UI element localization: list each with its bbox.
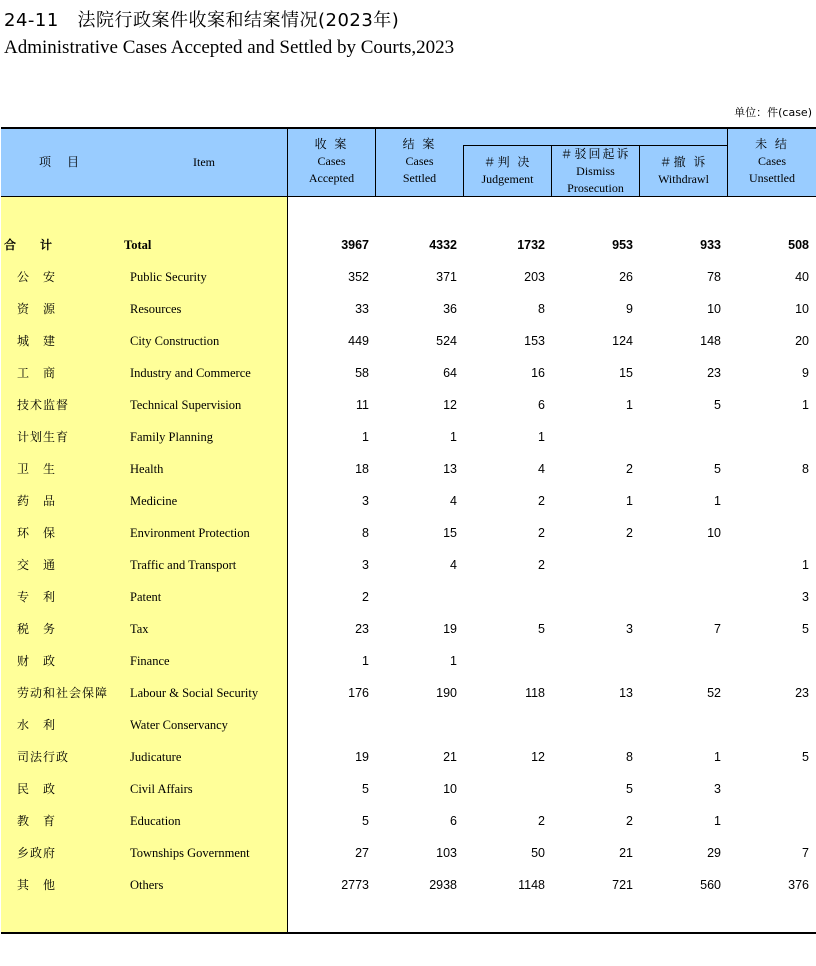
- cell-judgement: 1148: [518, 878, 545, 892]
- cell-unsettled: 1: [802, 398, 809, 412]
- row-label-en: Labour & Social Security: [130, 686, 259, 700]
- cell-judgement: 16: [531, 366, 545, 380]
- cell-accepted: 5: [362, 782, 369, 796]
- cell-settled: 1: [450, 430, 457, 444]
- cell-dismiss: 8: [626, 750, 633, 764]
- cell-settled: 19: [443, 622, 457, 636]
- row-label-en: Environment Protection: [130, 526, 250, 540]
- cell-accepted: 176: [348, 686, 369, 700]
- cell-unsettled: 8: [802, 462, 809, 476]
- header-cases-settled: 结 案 Cases Settled: [402, 137, 437, 185]
- cell-withdrawl: 148: [700, 334, 721, 348]
- table-row: [0, 619, 816, 639]
- cell-accepted: 3967: [341, 238, 369, 252]
- row-label-en: Townships Government: [130, 846, 250, 860]
- header-item-en: Item: [193, 155, 215, 169]
- cell-unsettled: 7: [802, 846, 809, 860]
- table-row: [0, 555, 816, 575]
- table-row: [0, 651, 816, 671]
- cell-unsettled: 376: [788, 878, 809, 892]
- cell-unsettled: 3: [802, 590, 809, 604]
- cell-unsettled: 40: [795, 270, 809, 284]
- table-row: [0, 427, 816, 447]
- cell-judgement: 50: [531, 846, 545, 860]
- cell-accepted: 3: [362, 494, 369, 508]
- header-withdrawl: ＃撤 诉 Withdrawl: [658, 155, 709, 186]
- row-label-en: Education: [130, 814, 181, 828]
- cell-accepted: 18: [355, 462, 369, 476]
- cell-dismiss: 15: [619, 366, 633, 380]
- cell-settled: 4: [450, 558, 457, 572]
- cell-accepted: 58: [355, 366, 369, 380]
- row-label-cn: 司法行政: [17, 750, 70, 764]
- row-label-cn: 专 利: [17, 590, 57, 604]
- row-label-cn: 计划生育: [17, 430, 70, 444]
- cell-settled: 15: [443, 526, 457, 540]
- cell-settled: 4332: [429, 238, 457, 252]
- cell-withdrawl: 5: [714, 398, 721, 412]
- cell-accepted: 19: [355, 750, 369, 764]
- row-label-cn: 交 通: [17, 558, 57, 572]
- table-row: [0, 267, 816, 287]
- cell-judgement: 2: [538, 558, 545, 572]
- cell-accepted: 23: [355, 622, 369, 636]
- row-label-cn: 劳动和社会保障: [17, 686, 109, 700]
- cell-dismiss: 5: [626, 782, 633, 796]
- header-dismiss-prosecution: ＃驳回起诉 Dismiss Prosecution: [560, 147, 631, 195]
- cell-settled: 36: [443, 302, 457, 316]
- row-label-cn: 环 保: [17, 526, 57, 540]
- cell-unsettled: 20: [795, 334, 809, 348]
- row-label-cn: 其 他: [17, 878, 57, 892]
- cell-dismiss: 124: [612, 334, 633, 348]
- row-label-en: Tax: [130, 622, 149, 636]
- table-row: [0, 683, 816, 703]
- table-row: [0, 299, 816, 319]
- table-row: [0, 875, 816, 895]
- cell-withdrawl: 10: [707, 526, 721, 540]
- cell-dismiss: 9: [626, 302, 633, 316]
- cell-accepted: 1: [362, 430, 369, 444]
- cell-dismiss: 13: [619, 686, 633, 700]
- row-label-cn: 财 政: [17, 654, 57, 668]
- header-cases-accepted: 收 案 Cases Accepted: [308, 137, 355, 185]
- cell-unsettled: 5: [802, 622, 809, 636]
- row-label-en: Finance: [130, 654, 170, 668]
- cell-dismiss: 721: [612, 878, 633, 892]
- cell-withdrawl: 560: [700, 878, 721, 892]
- cell-judgement: 12: [531, 750, 545, 764]
- cell-dismiss: 2: [626, 814, 633, 828]
- cell-accepted: 33: [355, 302, 369, 316]
- cell-dismiss: 3: [626, 622, 633, 636]
- table-row: [0, 811, 816, 831]
- row-label-cn: 税 务: [17, 622, 57, 636]
- cell-withdrawl: 1: [714, 494, 721, 508]
- row-label-en: Industry and Commerce: [130, 366, 251, 380]
- cell-unsettled: 10: [795, 302, 809, 316]
- cell-accepted: 352: [348, 270, 369, 284]
- cell-judgement: 1732: [517, 238, 545, 252]
- table-row: [0, 747, 816, 767]
- cell-settled: 1: [450, 654, 457, 668]
- cell-dismiss: 2: [626, 526, 633, 540]
- row-label-en: Patent: [130, 590, 162, 604]
- row-label-en: Medicine: [130, 494, 178, 508]
- cell-accepted: 3: [362, 558, 369, 572]
- row-label-cn: 技术监督: [17, 398, 70, 412]
- cell-withdrawl: 52: [707, 686, 721, 700]
- row-label-cn: 卫 生: [17, 462, 57, 476]
- cell-dismiss: 953: [612, 238, 633, 252]
- table-row: [0, 363, 816, 383]
- cell-dismiss: 2: [626, 462, 633, 476]
- cell-settled: 64: [443, 366, 457, 380]
- row-label-en: Health: [130, 462, 164, 476]
- table-row: [0, 715, 816, 735]
- cell-unsettled: 508: [788, 238, 809, 252]
- row-label-en: Public Security: [130, 270, 207, 284]
- cell-withdrawl: 1: [714, 750, 721, 764]
- row-label-cn: 民 政: [17, 782, 57, 796]
- cell-dismiss: 21: [619, 846, 633, 860]
- row-label-cn: 资 源: [17, 302, 57, 316]
- cell-withdrawl: 10: [707, 302, 721, 316]
- cell-judgement: 153: [524, 334, 545, 348]
- cell-dismiss: 1: [626, 398, 633, 412]
- header-cases-unsettled: 未 结 Cases Unsettled: [749, 137, 795, 185]
- cell-withdrawl: 7: [714, 622, 721, 636]
- cell-accepted: 11: [356, 398, 369, 412]
- table-row: [0, 331, 816, 351]
- cell-withdrawl: 78: [707, 270, 721, 284]
- unit-label: 单位：件(case): [734, 106, 812, 119]
- cell-unsettled: 1: [802, 558, 809, 572]
- cell-settled: 524: [436, 334, 457, 348]
- cell-accepted: 1: [362, 654, 369, 668]
- header-bottom-rule: [1, 196, 816, 197]
- cell-dismiss: 1: [626, 494, 633, 508]
- cell-unsettled: 9: [802, 366, 809, 380]
- cell-judgement: 4: [538, 462, 545, 476]
- table-row: [0, 843, 816, 863]
- cell-judgement: 203: [524, 270, 545, 284]
- cell-dismiss: 26: [619, 270, 633, 284]
- cell-settled: 371: [436, 270, 457, 284]
- table-row: [0, 395, 816, 415]
- table-row: [0, 587, 816, 607]
- cell-settled: 21: [443, 750, 457, 764]
- row-label-en: Water Conservancy: [130, 718, 228, 732]
- row-label-en: Resources: [130, 302, 182, 316]
- header-item-cn: 项 目: [38, 155, 81, 169]
- cell-settled: 4: [450, 494, 457, 508]
- row-label-en: Total: [124, 238, 152, 252]
- cell-withdrawl: 29: [707, 846, 721, 860]
- table-row: [0, 459, 816, 479]
- cell-accepted: 8: [362, 526, 369, 540]
- cell-judgement: 2: [538, 814, 545, 828]
- page-title-chinese: 24-11 法院行政案件收案和结案情况(2023年): [4, 10, 400, 31]
- row-label-cn: 药 品: [17, 494, 57, 508]
- row-label-en: Traffic and Transport: [130, 558, 237, 572]
- cell-judgement: 2: [538, 526, 545, 540]
- row-label-en: Judicature: [130, 750, 182, 764]
- cell-withdrawl: 933: [700, 238, 721, 252]
- cell-judgement: 118: [525, 686, 545, 700]
- cell-judgement: 5: [538, 622, 545, 636]
- cell-settled: 103: [436, 846, 457, 860]
- row-label-cn: 公 安: [17, 270, 57, 284]
- table-row: [0, 523, 816, 543]
- cell-unsettled: 23: [795, 686, 809, 700]
- cell-settled: 6: [450, 814, 457, 828]
- table-row: [0, 779, 816, 799]
- cell-withdrawl: 5: [714, 462, 721, 476]
- row-label-cn: 城 建: [17, 334, 57, 348]
- cell-unsettled: 5: [802, 750, 809, 764]
- cell-judgement: 1: [538, 430, 545, 444]
- cell-judgement: 8: [538, 302, 545, 316]
- table-row: [0, 491, 816, 511]
- cell-accepted: 449: [348, 334, 369, 348]
- cell-accepted: 2773: [341, 878, 369, 892]
- cell-accepted: 2: [362, 590, 369, 604]
- cell-settled: 2938: [429, 878, 457, 892]
- row-label-cn: 工 商: [17, 366, 57, 380]
- cell-withdrawl: 23: [707, 366, 721, 380]
- row-label-cn: 教 育: [17, 814, 57, 828]
- cell-settled: 13: [443, 462, 457, 476]
- cell-settled: 10: [443, 782, 457, 796]
- cell-judgement: 6: [538, 398, 545, 412]
- cell-withdrawl: 3: [714, 782, 721, 796]
- page-title-english: Administrative Cases Accepted and Settled by Courts,2023: [4, 37, 455, 58]
- row-label-en: Civil Affairs: [130, 782, 193, 796]
- row-label-en: Family Planning: [130, 430, 213, 444]
- cell-withdrawl: 1: [714, 814, 721, 828]
- table-bottom-rule: [1, 932, 816, 934]
- table-row-total: [0, 235, 816, 255]
- row-label-en: City Construction: [130, 334, 220, 348]
- row-label-cn: 水 利: [17, 718, 57, 732]
- cell-settled: 12: [443, 398, 457, 412]
- header-judgement: ＃判 决 Judgement: [481, 155, 534, 186]
- cell-judgement: 2: [538, 494, 545, 508]
- row-label-en: Others: [130, 878, 164, 892]
- table-top-rule: [1, 127, 816, 129]
- row-label-cn: 乡政府: [17, 846, 57, 860]
- row-label-cn: 合 计: [4, 238, 53, 252]
- cell-accepted: 5: [362, 814, 369, 828]
- cell-accepted: 27: [355, 846, 369, 860]
- row-label-en: Technical Supervision: [130, 398, 242, 412]
- cell-settled: 190: [436, 686, 457, 700]
